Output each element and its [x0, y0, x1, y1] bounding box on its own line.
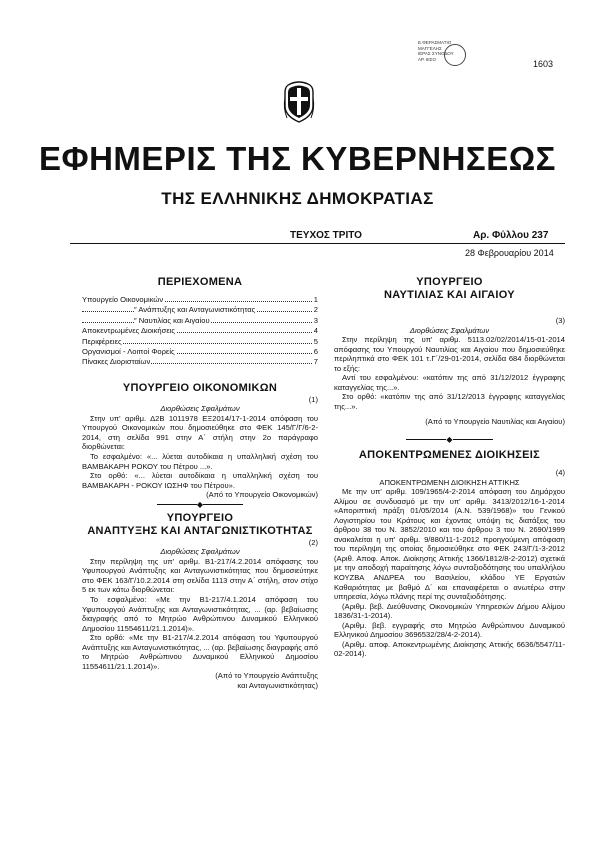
right-column	[334, 265, 565, 659]
sheet-number: Αρ. Φύλλου 237	[473, 230, 549, 241]
paragraph: Στο ορθό: «κατόπιν της από 31/12/2013 έγγραφης καταγγελίας της...».	[334, 392, 565, 411]
toc-item-label: Περιφέρειες	[82, 336, 122, 346]
toc-item-label: Πίνακες Διορισταίων	[82, 357, 151, 367]
toc-item-label: ″ Ναυτιλίας και Αιγαίου	[134, 315, 210, 325]
issue-date: 28 Φεβρουαρίου 2014	[465, 248, 554, 258]
section-subheading: ΑΠΟΚΕΝΤΡΩΜΕΝΗ ΔΙΟΙΚΗΣΗ ΑΤΤΙΚΗΣ	[379, 477, 520, 487]
registry-stamp	[418, 40, 468, 70]
section-kind: Διορθώσεις Σφαλμάτων	[160, 547, 240, 557]
section-number: (4)	[555, 468, 565, 478]
toc-item-label: ″ Ανάπτυξης και Ανταγωνιστικότητας	[134, 305, 256, 315]
toc-list	[82, 295, 318, 368]
stamp-line: ΑΡ. 6ΙΣΟ	[418, 56, 436, 62]
section-number: (3)	[555, 316, 565, 325]
toc-item-label: Υπουργείο Οικονομικών	[82, 295, 164, 304]
paragraph: Στην υπ' αριθμ. Δ2Β 1011978 ΕΞ2014/17-1-2014 απόφαση του Υπουργού Οικονομικών που δημοσιεύθηκε στο ΦΕΚ 145/Γ/Γ/6-2-2014, στη σελίδα 991 στην Α΄ στήλη στην 2ο παράγραφο διορθώνεται:	[82, 413, 318, 452]
paragraph: Το εσφαλμένο: «Με την Β1-217/4.1.2014 απόφαση του Υφυπουργού Ανάπτυξης και Ανταγωνιστικότητας, ... (αρ. βεβαίωσης διαγραφής από το Μητρώο Ανθρώπινου Δυναμικού Ελληνικού Δημοσίου 11554611/21.1.2014)».	[82, 595, 318, 633]
section-heading-development: ΑΝΑΠΤΥΞΗΣ ΚΑΙ ΑΝΤΑΓΩΝΙΣΤΙΚΟΤΗΤΑΣ	[87, 524, 313, 537]
separator: ◆	[82, 500, 318, 510]
toc-item-page: 3	[313, 315, 318, 325]
section-heading-decentralized: ΑΠΟΚΕΝΤΡΩΜΕΝΕΣ ΔΙΟΙΚΗΣΕΙΣ	[358, 449, 541, 462]
toc-item-page: 1	[313, 295, 318, 304]
toc-item-page: 7	[313, 357, 318, 367]
stamp-line: ΙΕΡΑΣ ΣΥΝΟΔΟΥ	[418, 51, 454, 56]
toc-item[interactable]	[82, 357, 318, 367]
paragraph: (Αριθμ. βεβ. Διεύθυνσης Οικονομικών Υπηρεσιών Δήμου Αλίμου 1836/31-1-2014).	[334, 601, 565, 621]
section-footer: και Ανταγωνιστικότητας)	[237, 680, 318, 690]
section-footer: (Από το Υπουργείο Ναυτιλίας και Αιγαίου)	[425, 417, 565, 427]
stamp-line: ΜΑΓΓΕΛΗΣ	[418, 45, 442, 51]
paragraph: (Αριθμ. αποφ. Αποκεντρωμένης Διοίκησης Αττικής 6636/5547/11-02-2014).	[334, 639, 565, 659]
gazette-title: ΕΦΗΜΕΡΙΣ ΤΗΣ ΚΥΒΕΡΝΗΣΕΩΣ	[39, 140, 556, 177]
paragraph: (Αριθμ. βεβ. εγγραφής στο Μητρώο Ανθρώπινου Δυναμικού Ελληνικού Δημοσίου 3696532/28/4-2-2014).	[334, 620, 565, 640]
toc-item[interactable]	[82, 316, 318, 326]
section-number: (1)	[308, 394, 318, 404]
paragraph: Στο ορθό: «Με την Β1-217/4.2.2014 απόφαση του Υφυπουργού Ανάπτυξης και Ανταγωνιστικότητας, ... (αρ. βεβαίωσης διαγραφής από το Μητρώο Ανθρώπινου Δυναμικού Ελληνικού Δημοσίου 11554611/21.1.2014)».	[82, 633, 318, 671]
header-rule	[70, 243, 565, 244]
toc-item-label: Αποκεντρωμένες Διοικήσεις	[82, 326, 176, 336]
paragraph: Αντί του εσφαλμένου: «κατόπιν της από 31/12/2012 έγγραφης καταγγελίας της...».	[334, 373, 565, 392]
section-footer: (Από το Υπουργείο Οικονομικών)	[206, 490, 318, 500]
section-kind: Διορθώσεις Σφαλμάτων	[409, 325, 490, 335]
section-kind: Διορθώσεις Σφαλμάτων	[160, 404, 240, 414]
toc-item-page: 6	[313, 346, 318, 356]
paragraph: Στην περίληψη της υπ' αριθμ. 5113.02/02/2014/15-01-2014 απόφασης του Υπουργού Ναυτιλίας και Αιγαίου που δημοσιεύθηκε περιληπτικά στο ΦΕΚ 101 τ.Γ΄/29-01-2014, σελίδα 684 διορθώνεται το εξής:	[334, 335, 565, 373]
toc-item[interactable]	[82, 305, 318, 315]
paragraph: Το εσφαλμένο: «... λύεται αυτοδίκαια η υπαλληλική σχέση του ΒΑΜΒΑΚΑΡΗ ΡΟΚΟΥ του Πέτρου ...».	[82, 452, 318, 471]
toc-item[interactable]	[82, 347, 318, 357]
toc-item-page: 2	[313, 305, 318, 315]
separator: ◆	[334, 435, 565, 445]
paragraph: Στην περίληψη της υπ' αριθμ. Β1-217/4.2.2014 απόφασης του Υφυπουργού Ανάπτυξης και Ανταγωνιστικότητας που δημοσιεύτηκε στο ΦΕΚ 163/Γ/10.2.2014 στη σελίδα 1113 στην Α΄ στήλη, στον στίχο 5 εκ των κάτω διορθώνεται:	[82, 556, 318, 595]
stamp-line: Ε.ΦΕΡΑΣΜΑΤΙΟ	[418, 40, 452, 45]
page-number: 1603	[533, 59, 554, 69]
section-heading-ministry: ΥΠΟΥΡΓΕΙΟ	[416, 276, 483, 288]
section-heading-shipping: ΝΑΥΤΙΛΙΑΣ ΚΑΙ ΑΙΓΑΙΟΥ	[384, 289, 515, 301]
gazette-subtitle: ΤΗΣ ΕΛΛΗΝΙΚΗΣ ΔΗΜΟΚΡΑΤΙΑΣ	[161, 189, 434, 208]
section-number: (2)	[308, 537, 318, 547]
paragraph: Στο ορθό: «... λύεται αυτοδίκαια η υπαλληλική σχέση του ΒΑΜΒΑΚΑΡΗ - ΡΟΚΟΥ ΙΩΣΗΦ του Πέτρου».	[82, 471, 318, 490]
toc-item-page: 4	[313, 326, 318, 336]
issue-label: ΤΕΥΧΟΣ ΤΡΙΤΟ	[290, 230, 362, 241]
section-heading-finance: ΥΠΟΥΡΓΕΙΟ ΟΙΚΟΝΟΜΙΚΩΝ	[122, 381, 278, 394]
stamp-ring-icon	[444, 44, 466, 66]
toc-item-label: Οργανισμοί - Λοιποί Φορείς	[82, 346, 175, 356]
coat-of-arms-icon	[281, 78, 317, 124]
toc-item[interactable]	[82, 295, 318, 305]
toc-item[interactable]	[82, 337, 318, 347]
paragraph: Με την υπ' αριθμ. 109/1965/4-2-2014 απόφαση του Δημάρχου Αλίμου σε συνδυασμό με την υπ' αριθμ. 3413/2012/16-1-2014 «Αποριπτική πράξη 01/05/2014 (Α.Ν. 539/1968)» του Γενικού Λογιστηρίου του Κράτους και έχοντας υπόψη τις διατάξεις του άρθρου 38 του Ν. 3852/2010 και του άρθρου 3 του Ν. 2690/1999 ανακαλείται η υπ' αριθμ. 9/880/11-1-2012 προηγούμενη απόφαση του περίληψη της οποίας δημοσιεύθηκε στο ΦΕΚ 243/Γ/1-3-2012 (Αριθ. Αποφ. Αποκ. Διοίκησης Αττικής 1366/1812/8-2-2012) σχετικά με την αποδοχή παραίτησης λόγω συνταξιοδότησης του υπαλλήλου ΚΟΥΖΒΑ ΑΝΔΡΕΑ του Βασιλείου, κλάδου ΥΕ Εργατών Καθαριότητας με βαθμό Δ΄ και επαναφέρεται ο ανωτέρω στην υπηρεσία, λόγω πλάνης περί της συνταξιοδότησης.	[334, 487, 565, 602]
toc-item[interactable]	[82, 326, 318, 336]
toc-heading: ΠΕΡΙΕΧΟΜΕΝΑ	[157, 276, 243, 288]
section-footer: (Από το Υπουργείο Ανάπτυξης	[215, 671, 318, 681]
left-column	[82, 265, 318, 691]
toc-item-page: 5	[313, 336, 318, 346]
section-heading-ministry: ΥΠΟΥΡΓΕΙΟ	[166, 511, 234, 524]
